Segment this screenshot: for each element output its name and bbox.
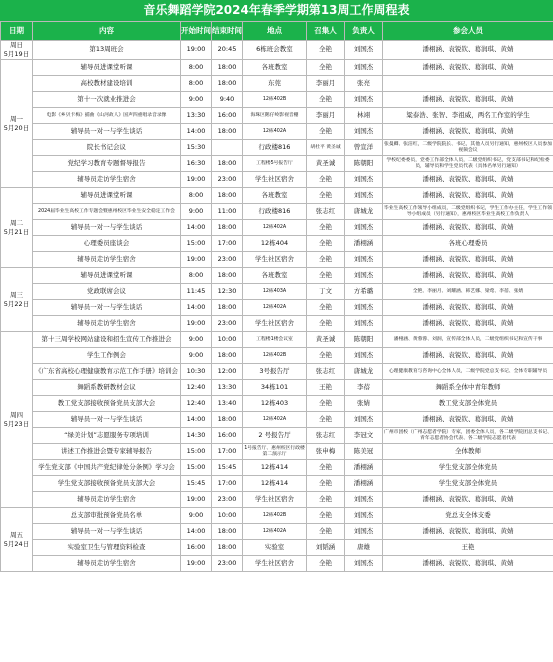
location-cell: 学生社区宿舍	[243, 556, 307, 572]
end-time-cell: 18:00	[212, 124, 243, 140]
location-cell: 行政楼816	[243, 204, 307, 220]
owner-cell: 刘国杰	[345, 348, 383, 364]
content-cell: 教工党支部接收预备党员支部大会	[33, 396, 181, 412]
location-cell: 学生社区宿舍	[243, 172, 307, 188]
end-time-cell: 9:40	[212, 92, 243, 108]
convener-cell: 全艳	[307, 188, 345, 204]
header-end: 结束时间	[212, 22, 243, 41]
content-cell: 学生党支部接收预备党员支部大会	[33, 476, 181, 492]
location-cell: 12栋402B	[243, 348, 307, 364]
content-cell: 辅导员一对一与学生谈话	[33, 124, 181, 140]
convener-cell: 全艳	[307, 220, 345, 236]
attendees-cell: 潘栩涵、袁锐钦、葛润琪、黄婧	[383, 300, 553, 316]
convener-cell: 王艳	[307, 380, 345, 396]
table-row	[1, 316, 553, 332]
end-time-cell: 18:00	[212, 188, 243, 204]
table-row	[1, 60, 553, 76]
end-time-cell: 23:00	[212, 492, 243, 508]
convener-cell: 李丽月	[307, 76, 345, 92]
owner-cell: 刘国杰	[345, 492, 383, 508]
location-cell: 3号报告厅	[243, 364, 307, 380]
start-time-cell: 14:00	[181, 524, 212, 540]
start-time-cell: 14:00	[181, 412, 212, 428]
end-time-cell: 11:00	[212, 204, 243, 220]
location-cell: 12栋402A	[243, 220, 307, 236]
convener-cell: 张志红	[307, 364, 345, 380]
attendees-cell: 潘栩涵、袁锐钦、葛润琪、黄婧	[383, 556, 553, 572]
attendees-cell: 学生党支部全体党员	[383, 460, 553, 476]
owner-cell: 刘国杰	[345, 524, 383, 540]
location-cell: 工程楼5号报告厅	[243, 156, 307, 172]
start-time-cell: 15:00	[181, 460, 212, 476]
location-cell: 东莞	[243, 76, 307, 92]
attendees-cell: 潘栩涵、袁锐钦、葛润琪、黄婧	[383, 492, 553, 508]
table-row	[1, 204, 553, 220]
end-time-cell: 13:40	[212, 396, 243, 412]
owner-cell: 刘国杰	[345, 508, 383, 524]
content-cell: 心理委员座谈会	[33, 236, 181, 252]
convener-cell: 全艳	[307, 316, 345, 332]
start-time-cell: 14:00	[181, 220, 212, 236]
content-cell: 总支部审批预备党员名单	[33, 508, 181, 524]
content-cell: 第十一次就业推进会	[33, 92, 181, 108]
attendees-cell: 粱泰浩、张智、李祖威，两名工作室的学生	[383, 108, 553, 124]
attendees-cell: 潘栩涵、袁锐钦、葛润琪、黄婧	[383, 268, 553, 284]
attendees-cell: 毕业生高校工作领导小组成员，二级党组织书记，学生工作办主任，学生工作领导小组成员（另行通知），惠州校区毕业生高校工作负责人	[383, 204, 553, 220]
location-cell: 行政楼816	[243, 140, 307, 156]
content-cell: 电影《乡贝卡梅》捕曲《山河故人》国声四重唱录音录像	[33, 108, 181, 124]
page-title: 音乐舞蹈学院2024年春季学期第13周工作周程表	[0, 0, 553, 21]
table-row	[1, 476, 553, 492]
attendees-cell: 党总支全体支委	[383, 508, 553, 524]
content-cell: 学生党支部《中国共产党纪律处分条例》学习会	[33, 460, 181, 476]
attendees-cell	[383, 76, 553, 92]
convener-cell: 刘韬涵	[307, 540, 345, 556]
owner-cell: 方希璐	[345, 284, 383, 300]
end-time-cell: 18:00	[212, 156, 243, 172]
convener-cell: 全艳	[307, 300, 345, 316]
owner-cell: 曾宣洋	[345, 140, 383, 156]
start-time-cell: 15:45	[181, 476, 212, 492]
end-time-cell: 17:00	[212, 444, 243, 460]
end-time-cell: 10:00	[212, 508, 243, 524]
convener-cell: 全艳	[307, 92, 345, 108]
content-cell: 学生工作例会	[33, 348, 181, 364]
convener-cell: 全艳	[307, 172, 345, 188]
table-row	[1, 332, 553, 348]
convener-cell: 全艳	[307, 236, 345, 252]
start-time-cell: 19:00	[181, 252, 212, 268]
end-time-cell: 23:00	[212, 172, 243, 188]
owner-cell: 陈朝阳	[345, 332, 383, 348]
owner-cell: 唐城龙	[345, 204, 383, 220]
table-row	[1, 380, 553, 396]
convener-cell: 黄圣诚	[307, 332, 345, 348]
attendees-cell: 张曼卿、张洁红，二级学院院长、书记，其他人员另行通知，惠州校区人员参加视频会议	[383, 140, 553, 156]
location-cell: 2 号报告厅	[243, 428, 307, 444]
schedule-body	[1, 41, 553, 572]
end-time-cell: 17:00	[212, 236, 243, 252]
start-time-cell: 13:30	[181, 108, 212, 124]
end-time-cell: 23:00	[212, 316, 243, 332]
day-cell: 周一 5月20日	[1, 60, 33, 188]
convener-cell: 张志红	[307, 428, 345, 444]
owner-cell: 刘国杰	[345, 41, 383, 60]
content-cell: 院长书记会议	[33, 140, 181, 156]
table-row	[1, 172, 553, 188]
attendees-cell: 舞蹈系全体中青年教师	[383, 380, 553, 396]
table-row	[1, 364, 553, 380]
owner-cell: 潘栩涵	[345, 460, 383, 476]
header-content: 内容	[33, 22, 181, 41]
content-cell: 辅导员走访学生宿舍	[33, 492, 181, 508]
start-time-cell: 8:00	[181, 76, 212, 92]
location-cell: 海珠区鹅仔岭影视音棚	[243, 108, 307, 124]
convener-cell: 张申梅	[307, 444, 345, 460]
attendees-cell: 潘栩涵、袁锐钦、葛润琪、黄婧	[383, 60, 553, 76]
day-cell: 周二 5月21日	[1, 188, 33, 268]
content-cell: 党政联席会议	[33, 284, 181, 300]
header-start: 开始时间	[181, 22, 212, 41]
owner-cell: 刘国杰	[345, 268, 383, 284]
start-time-cell: 19:00	[181, 556, 212, 572]
location-cell: 实验室	[243, 540, 307, 556]
owner-cell: 林翊	[345, 108, 383, 124]
attendees-cell: 潘栩涵、袁锐钦、葛润琪、黄婧	[383, 220, 553, 236]
table-row	[1, 108, 553, 124]
location-cell: 12栋402A	[243, 412, 307, 428]
end-time-cell: 16:00	[212, 108, 243, 124]
content-cell: 辅导员一对一与学生谈话	[33, 412, 181, 428]
location-cell: 34栋101	[243, 380, 307, 396]
convener-cell: 李丽月	[307, 108, 345, 124]
start-time-cell: 8:00	[181, 60, 212, 76]
start-time-cell: 8:00	[181, 188, 212, 204]
start-time-cell: 15:30	[181, 140, 212, 156]
convener-cell: 黄圣诚	[307, 156, 345, 172]
content-cell: 辅导员一对一与学生谈话	[33, 300, 181, 316]
convener-cell: 丁文	[307, 284, 345, 300]
table-row	[1, 252, 553, 268]
start-time-cell: 16:00	[181, 540, 212, 556]
owner-cell: 刘国杰	[345, 316, 383, 332]
attendees-cell: 广州市团校（广州志愿者学院）专家，团委全体人员，各二级学院团总支书记、青年志愿者协会代表、各二级学院志愿者代表	[383, 428, 553, 444]
start-time-cell: 14:00	[181, 300, 212, 316]
end-time-cell: 17:00	[212, 476, 243, 492]
location-cell: 12栋403A	[243, 284, 307, 300]
attendees-cell: 心理健康教育与咨询中心全体人员，二级学院党总支书记、全体专职辅导员	[383, 364, 553, 380]
content-cell: “绿美计划”志愿服务专项培训	[33, 428, 181, 444]
content-cell: 辅导员进课堂听课	[33, 188, 181, 204]
attendees-cell: 潘栩涵、袁锐钦、葛润琪、黄婧	[383, 41, 553, 60]
table-row	[1, 428, 553, 444]
content-cell: 舞蹈系教研教材会议	[33, 380, 181, 396]
start-time-cell: 11:45	[181, 284, 212, 300]
content-cell: 辅导员走访学生宿舍	[33, 316, 181, 332]
header-attendees: 参会人员	[383, 22, 553, 41]
table-row	[1, 156, 553, 172]
table-row	[1, 124, 553, 140]
header-convener: 召集人	[307, 22, 345, 41]
owner-cell: 刘国杰	[345, 60, 383, 76]
location-cell: 12栋402B	[243, 508, 307, 524]
day-cell: 周四 5月23日	[1, 332, 33, 508]
table-row	[1, 188, 553, 204]
content-cell: 讲述工作推进会暨专家辅导报告	[33, 444, 181, 460]
content-cell: 辅导员一对一与学生谈话	[33, 524, 181, 540]
end-time-cell: 18:00	[212, 268, 243, 284]
attendees-cell: 潘栩涵、袁锐钦、葛润琪、黄婧	[383, 412, 553, 428]
table-row	[1, 300, 553, 316]
start-time-cell: 9:00	[181, 92, 212, 108]
owner-cell: 刘国杰	[345, 252, 383, 268]
end-time-cell: 20:45	[212, 41, 243, 60]
end-time-cell: 18:00	[212, 60, 243, 76]
location-cell: 12栋402A	[243, 524, 307, 540]
content-cell: 实验室卫生与管理资料检查	[33, 540, 181, 556]
owner-cell: 刘国杰	[345, 188, 383, 204]
location-cell: 12栋414	[243, 460, 307, 476]
table-row	[1, 268, 553, 284]
header-owner: 负责人	[345, 22, 383, 41]
location-cell: 12栋414	[243, 476, 307, 492]
attendees-cell: 潘栩涵、袁锐钦、葛润琪、黄婧	[383, 348, 553, 364]
owner-cell: 唐城龙	[345, 364, 383, 380]
convener-cell: 全艳	[307, 124, 345, 140]
attendees-cell: 潘栩涵、袁锐钦、葛润琪、黄婧	[383, 172, 553, 188]
table-row	[1, 284, 553, 300]
start-time-cell: 12:40	[181, 380, 212, 396]
table-row	[1, 524, 553, 540]
owner-cell: 陈美冠	[345, 444, 383, 460]
end-time-cell: 18:00	[212, 540, 243, 556]
start-time-cell: 15:00	[181, 444, 212, 460]
start-time-cell: 19:00	[181, 172, 212, 188]
owner-cell: 唐雄	[345, 540, 383, 556]
start-time-cell: 9:00	[181, 348, 212, 364]
table-row	[1, 460, 553, 476]
content-cell: 第十三周学校网站建设和招生宣传工作推进会	[33, 332, 181, 348]
header-row	[1, 22, 553, 41]
start-time-cell: 14:00	[181, 124, 212, 140]
location-cell: 12栋402A	[243, 300, 307, 316]
start-time-cell: 12:40	[181, 396, 212, 412]
location-cell: 12栋402B	[243, 92, 307, 108]
day-cell: 周五 5月24日	[1, 508, 33, 572]
location-cell: 12栋404	[243, 236, 307, 252]
location-cell: 各班教室	[243, 188, 307, 204]
convener-cell: 全艳	[307, 396, 345, 412]
owner-cell: 李蓓	[345, 380, 383, 396]
end-time-cell: 23:00	[212, 252, 243, 268]
owner-cell: 刘国杰	[345, 172, 383, 188]
attendees-cell: 各班心理委员	[383, 236, 553, 252]
table-row	[1, 348, 553, 364]
owner-cell: 刘国杰	[345, 220, 383, 236]
start-time-cell: 16:30	[181, 156, 212, 172]
convener-cell: 全艳	[307, 524, 345, 540]
table-row	[1, 412, 553, 428]
header-date: 日期	[1, 22, 33, 41]
owner-cell: 李冠文	[345, 428, 383, 444]
content-cell: 辅导员走访学生宿舍	[33, 556, 181, 572]
owner-cell: 刘国杰	[345, 124, 383, 140]
start-time-cell: 19:00	[181, 492, 212, 508]
convener-cell: 全艳	[307, 252, 345, 268]
owner-cell: 张婧	[345, 396, 383, 412]
table-row	[1, 556, 553, 572]
end-time-cell	[212, 140, 243, 156]
convener-cell: 全艳	[307, 41, 345, 60]
owner-cell: 刘国杰	[345, 412, 383, 428]
location-cell: 12栋403	[243, 396, 307, 412]
table-row	[1, 508, 553, 524]
location-cell: 学生社区宿舍	[243, 316, 307, 332]
location-cell: 各班教室	[243, 268, 307, 284]
owner-cell: 刘国杰	[345, 300, 383, 316]
table-row	[1, 140, 553, 156]
table-row	[1, 492, 553, 508]
location-cell: 学生社区宿舍	[243, 252, 307, 268]
content-cell: 《广东省高校心理健康教育示范工作手册》培训会	[33, 364, 181, 380]
convener-cell: 全艳	[307, 268, 345, 284]
location-cell: 学生社区宿舍	[243, 492, 307, 508]
end-time-cell: 18:00	[212, 348, 243, 364]
table-row	[1, 444, 553, 460]
start-time-cell: 9:00	[181, 204, 212, 220]
content-cell: 高校教材建设培训	[33, 76, 181, 92]
end-time-cell: 12:00	[212, 364, 243, 380]
end-time-cell: 12:30	[212, 284, 243, 300]
owner-cell: 潘栩涵	[345, 476, 383, 492]
table-row	[1, 41, 553, 60]
content-cell: 第13周班会	[33, 41, 181, 60]
location-cell: 12栋402A	[243, 124, 307, 140]
location-cell: 6栋班会教室	[243, 41, 307, 60]
content-cell: 辅导员走访学生宿舍	[33, 172, 181, 188]
day-cell: 周三 5月22日	[1, 268, 33, 332]
start-time-cell: 19:00	[181, 41, 212, 60]
convener-cell: 全艳	[307, 348, 345, 364]
content-cell: 辅导员进课堂听课	[33, 60, 181, 76]
content-cell: 2024届毕业生高校工作专题会暨惠州校区毕业生安全稳定工作会	[33, 204, 181, 220]
start-time-cell: 10:30	[181, 364, 212, 380]
header-location: 地点	[243, 22, 307, 41]
table-row	[1, 92, 553, 108]
start-time-cell: 19:00	[181, 316, 212, 332]
convener-cell: 全艳	[307, 460, 345, 476]
table-row	[1, 396, 553, 412]
attendees-cell: 潘栩涵、袁锐钦、葛润琪、黄婧	[383, 188, 553, 204]
attendees-cell: 王艳	[383, 540, 553, 556]
day-cell: 周日 5月19日	[1, 41, 33, 60]
convener-cell: 张志红	[307, 204, 345, 220]
owner-cell: 张亮	[345, 76, 383, 92]
attendees-cell: 潘栩涵、袁锐钦、葛润琪、黄婧	[383, 252, 553, 268]
start-time-cell: 9:00	[181, 332, 212, 348]
end-time-cell: 18:00	[212, 300, 243, 316]
table-row	[1, 236, 553, 252]
start-time-cell: 14:30	[181, 428, 212, 444]
convener-cell: 全艳	[307, 556, 345, 572]
attendees-cell: 全艳、李丽月、刘耀涵、韩艺娜、梁莺、李蓓、张婧	[383, 284, 553, 300]
content-cell: 党纪学习教育专题督导报告	[33, 156, 181, 172]
attendees-cell: 潘栩涵、袁锐钦、葛润琪、黄婧	[383, 92, 553, 108]
start-time-cell: 8:00	[181, 268, 212, 284]
table-row	[1, 540, 553, 556]
convener-cell: 全艳	[307, 508, 345, 524]
convener-cell: 全艳	[307, 492, 345, 508]
attendees-cell: 潘栩涵、黄蓉蓉、刘洞，宣传部全体人员，二级党组织书记和宣传干事	[383, 332, 553, 348]
attendees-cell: 潘栩涵、袁锐钦、葛润琪、黄婧	[383, 316, 553, 332]
convener-cell: 全艳	[307, 60, 345, 76]
end-time-cell: 18:00	[212, 76, 243, 92]
owner-cell: 刘国杰	[345, 92, 383, 108]
schedule-table	[0, 21, 553, 572]
end-time-cell: 15:45	[212, 460, 243, 476]
content-cell: 辅导员进课堂听课	[33, 268, 181, 284]
location-cell: 1号报告厅、惠州校区行政楼第二演示厅	[243, 444, 307, 460]
content-cell: 辅导员走访学生宿舍	[33, 252, 181, 268]
convener-cell: 全艳	[307, 476, 345, 492]
start-time-cell: 9:00	[181, 508, 212, 524]
attendees-cell: 全体教师	[383, 444, 553, 460]
attendees-cell: 潘栩涵、袁锐钦、葛润琪、黄婧	[383, 124, 553, 140]
table-row	[1, 220, 553, 236]
attendees-cell: 学生党支部全体党员	[383, 476, 553, 492]
end-time-cell: 10:00	[212, 332, 243, 348]
attendees-cell: 学校纪委委员，党委工作部全体人员，二级党组织书记，党支部书记和纪检委员，辅导员和学生党员代表（具体名单另行通知）	[383, 156, 553, 172]
table-row	[1, 76, 553, 92]
location-cell: 各班教室	[243, 60, 307, 76]
convener-cell: 全艳	[307, 412, 345, 428]
end-time-cell: 18:00	[212, 412, 243, 428]
convener-cell: 胡杜平 黄圣诚	[307, 140, 345, 156]
owner-cell: 潘栩涵	[345, 236, 383, 252]
end-time-cell: 16:00	[212, 428, 243, 444]
end-time-cell: 13:30	[212, 380, 243, 396]
end-time-cell: 18:00	[212, 524, 243, 540]
end-time-cell: 18:00	[212, 220, 243, 236]
content-cell: 辅导员一对一与学生谈话	[33, 220, 181, 236]
attendees-cell: 潘栩涵、袁锐钦、葛润琪、黄婧	[383, 524, 553, 540]
location-cell: 工程楼1楼会议室	[243, 332, 307, 348]
end-time-cell: 23:00	[212, 556, 243, 572]
owner-cell: 刘国杰	[345, 556, 383, 572]
owner-cell: 陈朝阳	[345, 156, 383, 172]
attendees-cell: 教工党支部全体党员	[383, 396, 553, 412]
start-time-cell: 15:00	[181, 236, 212, 252]
